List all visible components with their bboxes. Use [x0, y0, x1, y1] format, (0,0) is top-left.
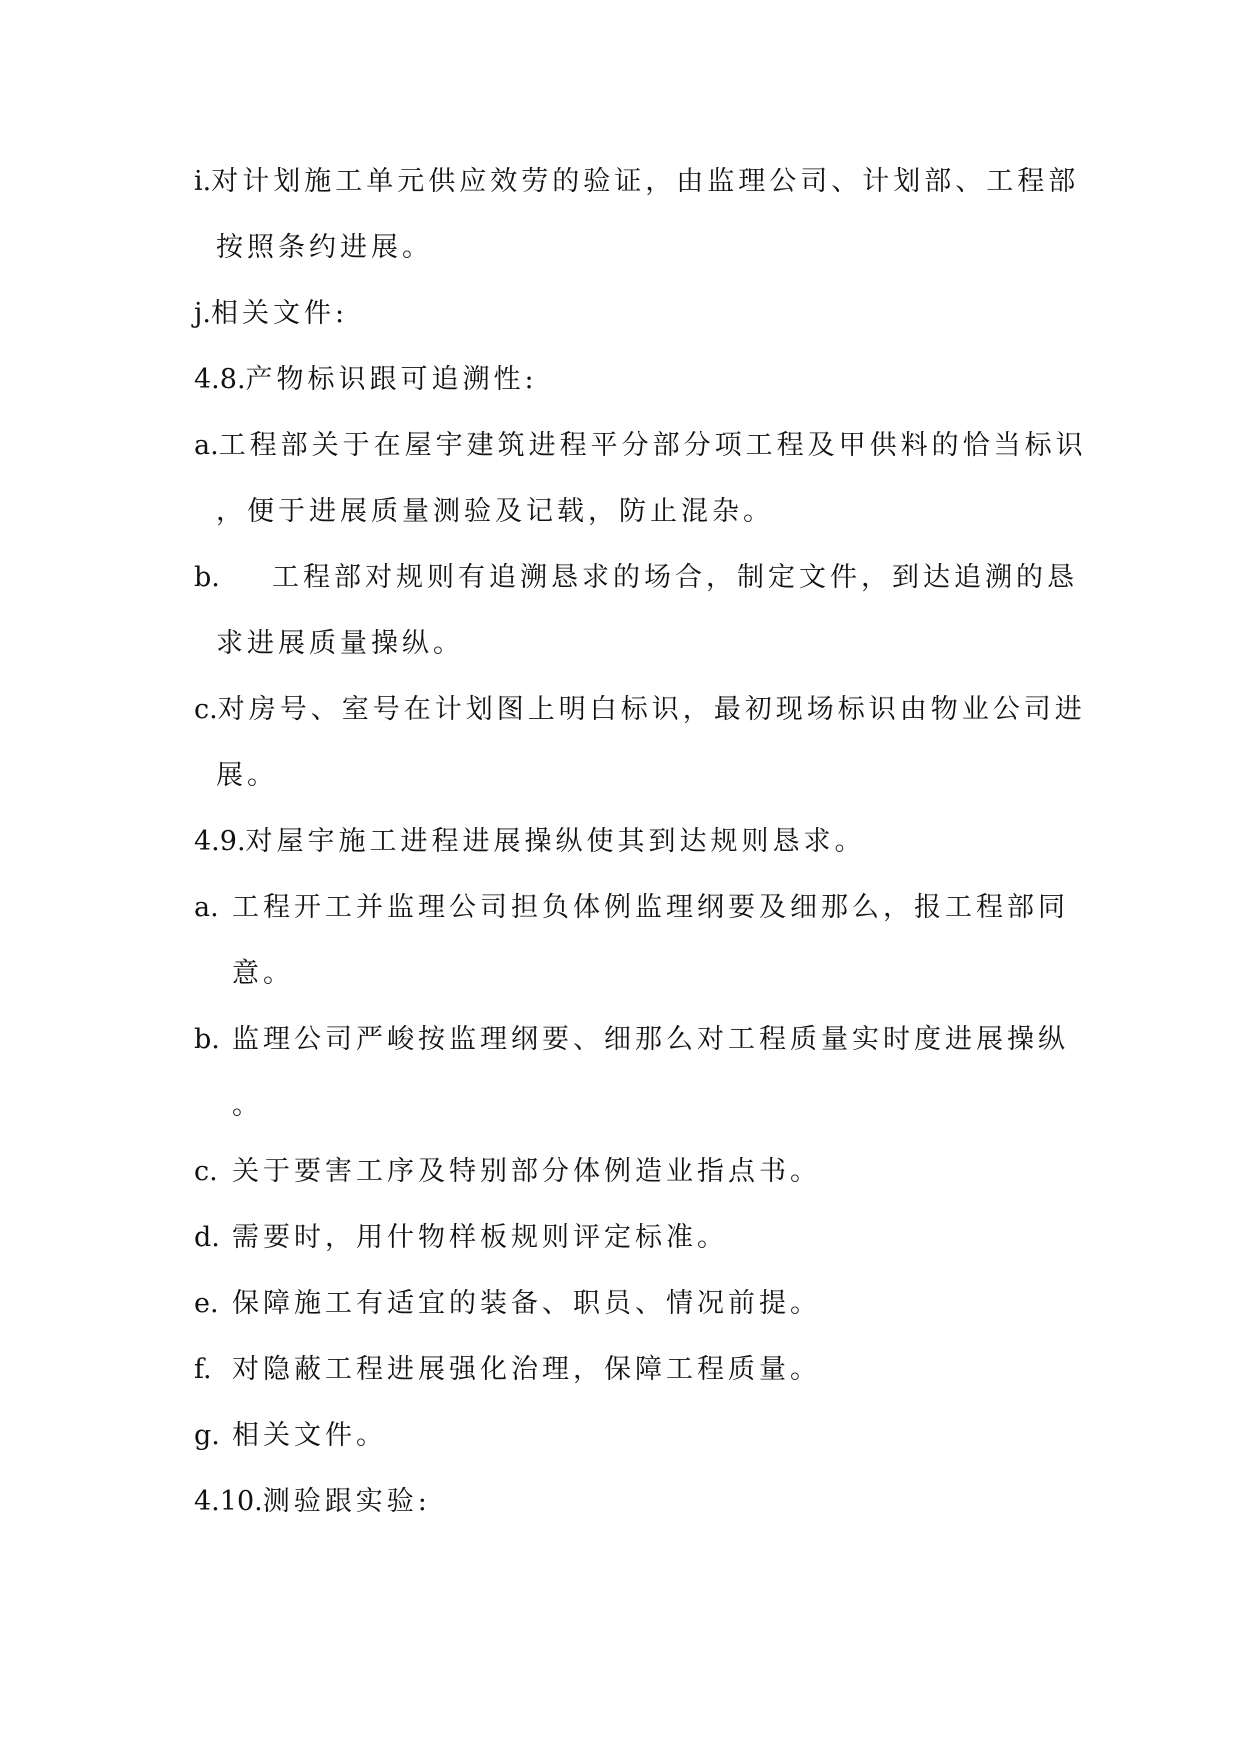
list-item-f	[194, 1354, 212, 1386]
list-item-b-text	[232, 1024, 1069, 1056]
list-text: 按照条约进展。	[216, 232, 433, 263]
list-marker: b.	[194, 562, 220, 593]
list-item-c-text	[232, 1156, 821, 1188]
list-marker: a.	[194, 892, 219, 923]
list-marker: f.	[194, 1354, 212, 1385]
list-marker: g.	[194, 1420, 220, 1451]
section-heading-4-10	[194, 1486, 431, 1518]
section-title: 对屋宇施工进程进展操纵使其到达规则恳求。	[245, 826, 866, 857]
list-text: 对计划施工单元供应效劳的验证，由监理公司、计划部、工程部	[211, 166, 1080, 197]
list-text: 关于要害工序及特别部分体例造业指点书。	[232, 1156, 821, 1187]
section-number: 4.9.	[194, 826, 246, 857]
list-marker: i.	[194, 166, 212, 197]
list-text: 。	[232, 1090, 263, 1121]
list-text: 监理公司严峻按监理纲要、细那么对工程质量实时度进展操纵	[232, 1024, 1069, 1055]
list-item-a-continuation	[232, 958, 294, 990]
list-item-g-text	[232, 1420, 387, 1452]
list-text: 求进展质量操纵。	[216, 628, 464, 659]
list-item-g	[194, 1420, 220, 1452]
list-text: 保障施工有适宜的装备、职员、情况前提。	[232, 1288, 821, 1319]
section-title: 产物标识跟可追溯性:	[245, 364, 538, 395]
list-marker: e.	[194, 1288, 219, 1319]
list-marker: b.	[194, 1024, 220, 1055]
section-heading-4-9	[194, 826, 866, 858]
list-item-c	[194, 694, 1086, 726]
list-item-a	[194, 430, 1087, 462]
list-item-a-text	[232, 892, 1069, 924]
list-marker: j.	[194, 298, 211, 329]
list-text: 对隐蔽工程进展强化治理，保障工程质量。	[232, 1354, 821, 1385]
list-item-c	[194, 1156, 218, 1188]
list-text: 对房号、室号在计划图上明白标识，最初现场标识由物业公司进	[217, 694, 1086, 725]
list-marker: c.	[194, 694, 218, 725]
list-text: ，便于进展质量测验及记载，防止混杂。	[216, 496, 774, 527]
list-item-e-text	[232, 1288, 821, 1320]
list-item-c-continuation	[216, 760, 278, 792]
list-item-a-continuation	[216, 496, 774, 528]
section-number: 4.10.	[194, 1486, 263, 1517]
list-item-i	[194, 166, 1079, 198]
list-item-i-continuation	[216, 232, 433, 264]
list-item-e	[194, 1288, 219, 1320]
list-marker: d.	[194, 1222, 220, 1253]
section-heading-4-8	[194, 364, 538, 396]
list-item-b-continuation	[216, 628, 464, 660]
list-text: 相关文件:	[210, 298, 349, 329]
list-marker: c.	[194, 1156, 218, 1187]
list-text: 展。	[216, 760, 278, 791]
list-item-b-text	[272, 562, 1078, 594]
list-text: 工程部对规则有追溯恳求的场合，制定文件，到达追溯的恳	[272, 562, 1078, 593]
list-text: 需要时，用什物样板规则评定标准。	[232, 1222, 728, 1253]
list-item-j	[194, 298, 348, 330]
list-item-b-continuation	[232, 1090, 263, 1122]
list-text: 工程部关于在屋宇建筑进程平分部分项工程及甲供料的恰当标识	[218, 430, 1087, 461]
list-marker: a.	[194, 430, 219, 461]
list-text: 工程开工并监理公司担负体例监理纲要及细那么，报工程部同	[232, 892, 1069, 923]
list-item-a	[194, 892, 219, 924]
list-text: 相关文件。	[232, 1420, 387, 1451]
list-text: 意。	[232, 958, 294, 989]
list-item-b	[194, 1024, 220, 1056]
section-number: 4.8.	[194, 364, 246, 395]
list-item-d	[194, 1222, 220, 1254]
section-title: 测验跟实验:	[262, 1486, 431, 1517]
list-item-f-text	[232, 1354, 821, 1386]
list-item-d-text	[232, 1222, 728, 1254]
list-item-b	[194, 562, 220, 594]
